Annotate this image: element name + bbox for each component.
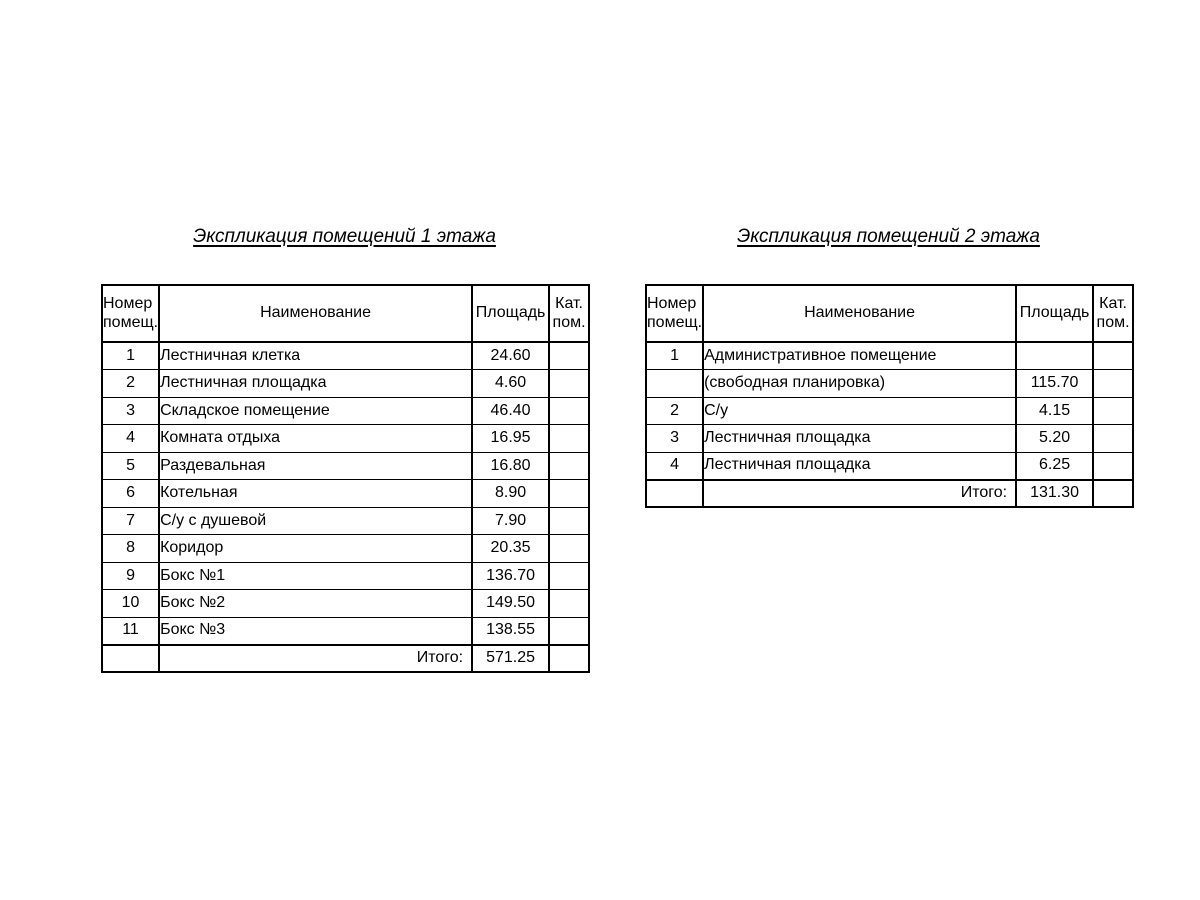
cell-area: 24.60 xyxy=(472,342,549,370)
table-row xyxy=(102,452,589,480)
header-room-number: Номер помещ. xyxy=(646,285,703,342)
cell-num: 2 xyxy=(646,397,703,425)
cell-area: 8.90 xyxy=(472,480,549,508)
table-body xyxy=(102,342,589,672)
cell-area: 5.20 xyxy=(1016,425,1093,453)
table-row xyxy=(102,535,589,563)
explication-table-floor2 xyxy=(645,284,1134,508)
cell-area: 136.70 xyxy=(472,562,549,590)
cell-name: Лестничная площадка xyxy=(703,452,1016,480)
total-cell-name: Итого: xyxy=(703,480,1016,508)
cell-cat xyxy=(549,342,589,370)
total-cell-num xyxy=(102,645,159,673)
cell-cat xyxy=(549,370,589,398)
cell-num: 4 xyxy=(646,452,703,480)
table-row xyxy=(102,370,589,398)
cell-name: С/у xyxy=(703,397,1016,425)
cell-name: Административное помещение xyxy=(703,342,1016,370)
total-cell-area: 571.25 xyxy=(472,645,549,673)
cell-area: 16.95 xyxy=(472,425,549,453)
table-row xyxy=(102,425,589,453)
cell-num: 1 xyxy=(102,342,159,370)
explication-table-floor1 xyxy=(101,284,590,673)
cell-name: С/у с душевой xyxy=(159,507,472,535)
cell-num: 11 xyxy=(102,617,159,645)
cell-num: 3 xyxy=(646,425,703,453)
cell-cat xyxy=(1093,397,1133,425)
cell-name: Лестничная площадка xyxy=(703,425,1016,453)
total-row xyxy=(102,645,589,673)
cell-num: 4 xyxy=(102,425,159,453)
cell-area: 7.90 xyxy=(472,507,549,535)
cell-num: 10 xyxy=(102,590,159,618)
cell-cat xyxy=(1093,342,1133,370)
cell-num: 6 xyxy=(102,480,159,508)
table-row xyxy=(646,370,1133,398)
cell-cat xyxy=(549,590,589,618)
header-room-name: Наименование xyxy=(703,285,1016,342)
table-row xyxy=(646,452,1133,480)
cell-name: Комната отдыха xyxy=(159,425,472,453)
cell-name: Бокс №2 xyxy=(159,590,472,618)
cell-num: 9 xyxy=(102,562,159,590)
header-category: Кат. пом. xyxy=(1093,285,1133,342)
cell-area: 4.15 xyxy=(1016,397,1093,425)
cell-num: 1 xyxy=(646,342,703,370)
cell-area xyxy=(1016,342,1093,370)
cell-cat xyxy=(549,535,589,563)
cell-num: 8 xyxy=(102,535,159,563)
cell-name: Бокс №1 xyxy=(159,562,472,590)
cell-cat xyxy=(1093,425,1133,453)
total-cell-num xyxy=(646,480,703,508)
table-body xyxy=(646,342,1133,507)
cell-area: 138.55 xyxy=(472,617,549,645)
cell-cat xyxy=(549,562,589,590)
cell-num: 7 xyxy=(102,507,159,535)
cell-num: 5 xyxy=(102,452,159,480)
header-area: Площадь xyxy=(472,285,549,342)
cell-area: 115.70 xyxy=(1016,370,1093,398)
table-row xyxy=(102,590,589,618)
floor2-table-title: Экспликация помещений 2 этажа xyxy=(737,226,1040,247)
cell-num xyxy=(646,370,703,398)
cell-cat xyxy=(549,617,589,645)
cell-area: 4.60 xyxy=(472,370,549,398)
total-cell-cat xyxy=(1093,480,1133,508)
cell-name: Раздевальная xyxy=(159,452,472,480)
table-row xyxy=(646,342,1133,370)
cell-cat xyxy=(549,425,589,453)
table-row xyxy=(102,342,589,370)
table-row xyxy=(646,425,1133,453)
cell-name: Лестничная площадка xyxy=(159,370,472,398)
header-category: Кат. пом. xyxy=(549,285,589,342)
cell-num: 2 xyxy=(102,370,159,398)
cell-name: Складское помещение xyxy=(159,397,472,425)
table-row xyxy=(102,397,589,425)
table-row xyxy=(102,617,589,645)
cell-area: 46.40 xyxy=(472,397,549,425)
cell-cat xyxy=(549,480,589,508)
cell-name: Лестничная клетка xyxy=(159,342,472,370)
floor1-table-title: Экспликация помещений 1 этажа xyxy=(193,226,496,247)
header-room-name: Наименование xyxy=(159,285,472,342)
cell-cat xyxy=(549,507,589,535)
header-row xyxy=(102,285,589,342)
cell-num: 3 xyxy=(102,397,159,425)
table-row xyxy=(646,397,1133,425)
cell-cat xyxy=(1093,452,1133,480)
header-room-number: Номер помещ. xyxy=(102,285,159,342)
cell-cat xyxy=(549,452,589,480)
total-cell-area: 131.30 xyxy=(1016,480,1093,508)
cell-cat xyxy=(1093,370,1133,398)
table-row xyxy=(102,562,589,590)
total-cell-cat xyxy=(549,645,589,673)
cell-name: (свободная планировка) xyxy=(703,370,1016,398)
cell-cat xyxy=(549,397,589,425)
cell-area: 16.80 xyxy=(472,452,549,480)
total-cell-name: Итого: xyxy=(159,645,472,673)
cell-name: Котельная xyxy=(159,480,472,508)
cell-area: 149.50 xyxy=(472,590,549,618)
header-row xyxy=(646,285,1133,342)
table-row xyxy=(102,507,589,535)
cell-name: Коридор xyxy=(159,535,472,563)
cell-name: Бокс №3 xyxy=(159,617,472,645)
cell-area: 20.35 xyxy=(472,535,549,563)
cell-area: 6.25 xyxy=(1016,452,1093,480)
table-row xyxy=(102,480,589,508)
header-area: Площадь xyxy=(1016,285,1093,342)
total-row xyxy=(646,480,1133,508)
